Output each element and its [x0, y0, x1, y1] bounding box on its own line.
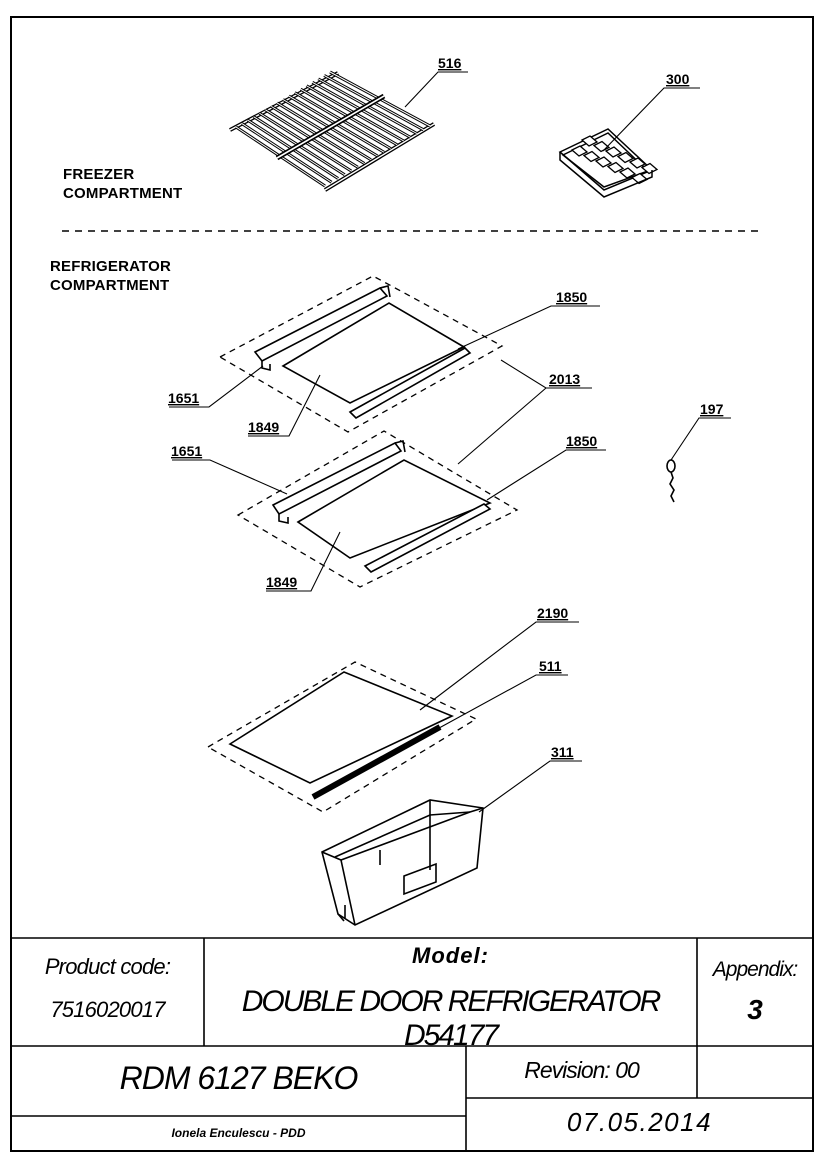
product-code-label: Product code:	[44, 954, 171, 979]
leader-lines	[169, 72, 731, 812]
glass-shelf-assembly-lower	[238, 431, 517, 587]
wire-shelf-516	[230, 72, 434, 190]
appendix-label: Appendix:	[712, 958, 798, 981]
callout-1651-upper: 1651	[168, 390, 200, 406]
appendix-value: 3	[747, 994, 763, 1025]
revision-date: 07.05.2014	[566, 1107, 713, 1137]
callout-1651-lower: 1651	[171, 443, 203, 459]
callout-197: 197	[700, 401, 724, 417]
ice-tray-300	[560, 129, 657, 197]
author: Ionela Enculescu - PDD	[171, 1126, 306, 1140]
crisper-cover-assembly	[208, 662, 476, 812]
refrigerator-compartment-label	[50, 257, 171, 295]
glass-shelf-assembly-upper	[220, 276, 502, 432]
model-value: DOUBLE DOOR REFRIGERATOR D54177	[241, 985, 660, 1052]
freezer-label-line2: COMPARTMENT	[63, 185, 183, 202]
revision: Revision: 00	[524, 1057, 639, 1083]
product-code-value: 7516020017	[50, 997, 165, 1022]
product-name: RDM 6127 BEKO	[119, 1060, 358, 1096]
callout-311: 311	[551, 744, 574, 760]
refrigerator-label-line2: COMPARTMENT	[50, 277, 170, 294]
callout-2190: 2190	[537, 605, 569, 621]
crisper-drawer-311	[322, 800, 483, 925]
refrigerator-label-line1: REFRIGERATOR	[50, 258, 172, 275]
callout-516: 516	[438, 55, 462, 71]
callout-1850-upper: 1850	[556, 289, 588, 305]
freezer-label-line1: FREEZER	[63, 166, 135, 183]
callout-1849-upper: 1849	[248, 419, 280, 435]
callout-300: 300	[666, 71, 690, 87]
callout-1850-lower: 1850	[566, 433, 598, 449]
callout-511: 511	[539, 658, 562, 674]
freezer-compartment-label	[63, 165, 182, 203]
callout-2013: 2013	[549, 371, 581, 387]
callout-1849-lower: 1849	[266, 574, 298, 590]
model-label: Model:	[412, 943, 489, 968]
hook-197	[667, 460, 675, 502]
